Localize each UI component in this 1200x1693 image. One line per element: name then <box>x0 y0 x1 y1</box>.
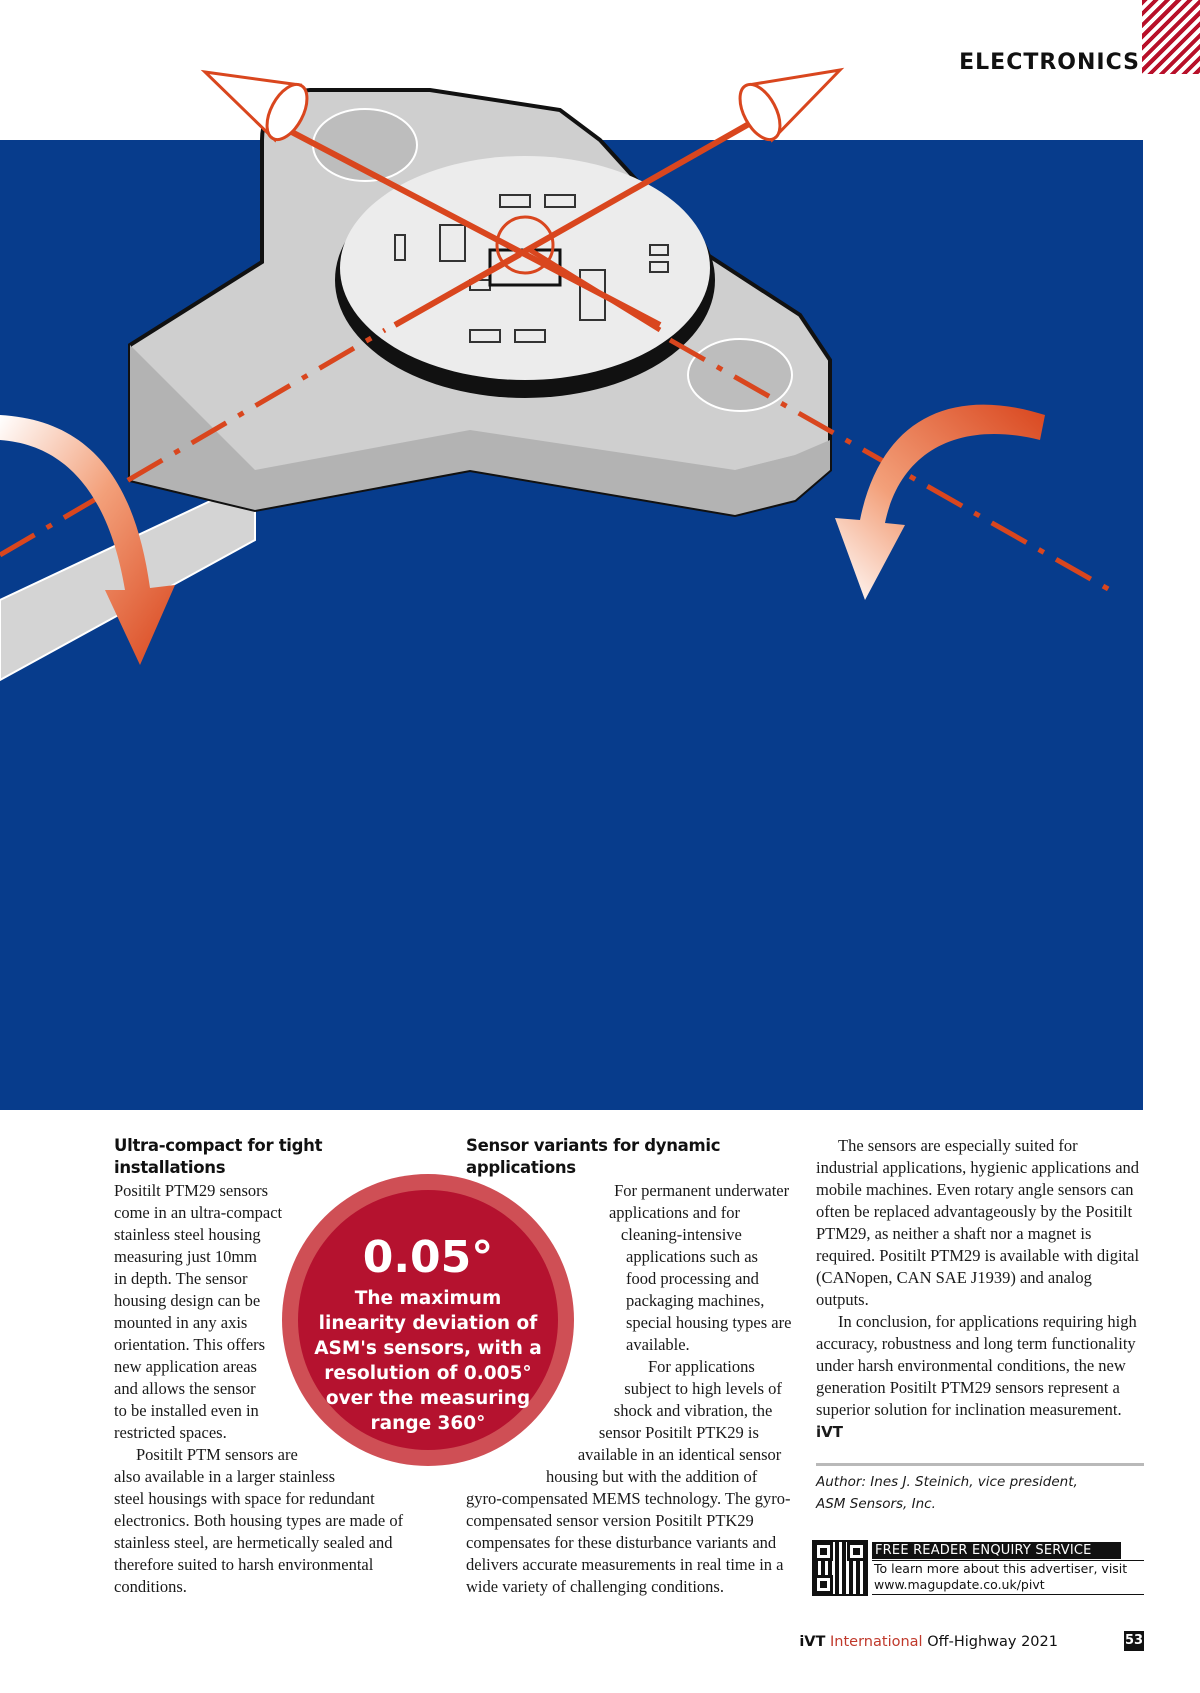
col3-paragraph-1: The sensors are especially suited for industrial applications, hygienic applications and mobile machines. Even rotary angle sensors can often be replaced advantageously by the Positilt PTM29, as neither a shaft nor a magnet is required. Positilt PTM29 is available with digital (CANopen, CAN SAE J1939) and analog outputs. <box>816 1136 1140 1309</box>
author-divider <box>816 1463 1144 1466</box>
footer-international: International <box>830 1634 923 1650</box>
column-3 <box>816 1135 1144 1443</box>
footer-brand: iVT <box>799 1634 826 1650</box>
enquiry-line-1: To learn more about this advertiser, visit <box>874 1561 1128 1576</box>
author-credit <box>816 1471 1078 1515</box>
enquiry-url[interactable]: www.magupdate.co.uk/pivt <box>874 1577 1045 1592</box>
end-mark: iVT <box>816 1423 843 1441</box>
mounting-hole-right <box>688 339 792 411</box>
author-line-2: ASM Sensors, Inc. <box>816 1496 936 1512</box>
footer-title: Off-Highway 2021 <box>927 1634 1058 1650</box>
page-footer <box>799 1634 1058 1650</box>
enquiry-text <box>874 1561 1144 1593</box>
col2-paragraph-1: For permanent underwater applications and for cleaning-intensive applications such as food processing and packaging machines, special housing types are available. <box>608 1181 792 1354</box>
section-label: ELECTRONICS <box>959 50 1140 75</box>
enquiry-title: FREE READER ENQUIRY SERVICE <box>872 1542 1121 1559</box>
pull-quote-text: The maximum linearity deviation of ASM's sensors, with a resolution of 0.005° over the measuring range 360° <box>314 1288 542 1434</box>
col1-paragraph-1: Positilt PTM29 sensors come in an ultra-compact stainless steel housing measuring just 10mm in depth. The sensor housing design can be mounted in any axis orientation. This offers new application areas and allows the sensor to be installed even in restricted spaces. <box>114 1181 283 1442</box>
pull-quote-circle <box>282 1174 574 1466</box>
col3-paragraph-2: In conclusion, for applications requiring high accuracy, robustness and long term functionality under harsh environmental conditions, the new generation Positilt PTM29 sensors represent a superior solution for inclination measurement. iVT <box>816 1312 1137 1441</box>
pull-quote-value: 0.05° <box>362 1232 494 1283</box>
heading-sensor-variants: Sensor variants for dynamic applications <box>466 1136 721 1177</box>
col2-paragraph-2: For applications subject to high levels of shock and vibration, the sensor Positilt PTK29 is available in an identical sensor housing but with the addition of gyro-compensated MEMS technology. The gyro-compensated sensor version Positilt PTK29 compensates for these disturbance variants and delivers accurate measurements in real time in a wide variety of challenging conditions. <box>466 1357 791 1596</box>
reader-enquiry-box[interactable] <box>814 1542 1144 1594</box>
corner-stripe-decoration <box>1142 0 1200 74</box>
page-number: 53 <box>1124 1631 1144 1651</box>
author-line-1: Author: Ines J. Steinich, vice president, <box>816 1474 1078 1490</box>
col1-paragraph-2: Positilt PTM sensors are also available in a larger stainless steel housings with space for redundant electronics. Both housing types are made of stainless steel, are hermetically sealed and therefore suited to harsh environmental conditions. <box>114 1445 404 1596</box>
qr-code-icon[interactable] <box>814 1542 866 1594</box>
heading-ultra-compact: Ultra-compact for tight installations <box>114 1136 323 1177</box>
